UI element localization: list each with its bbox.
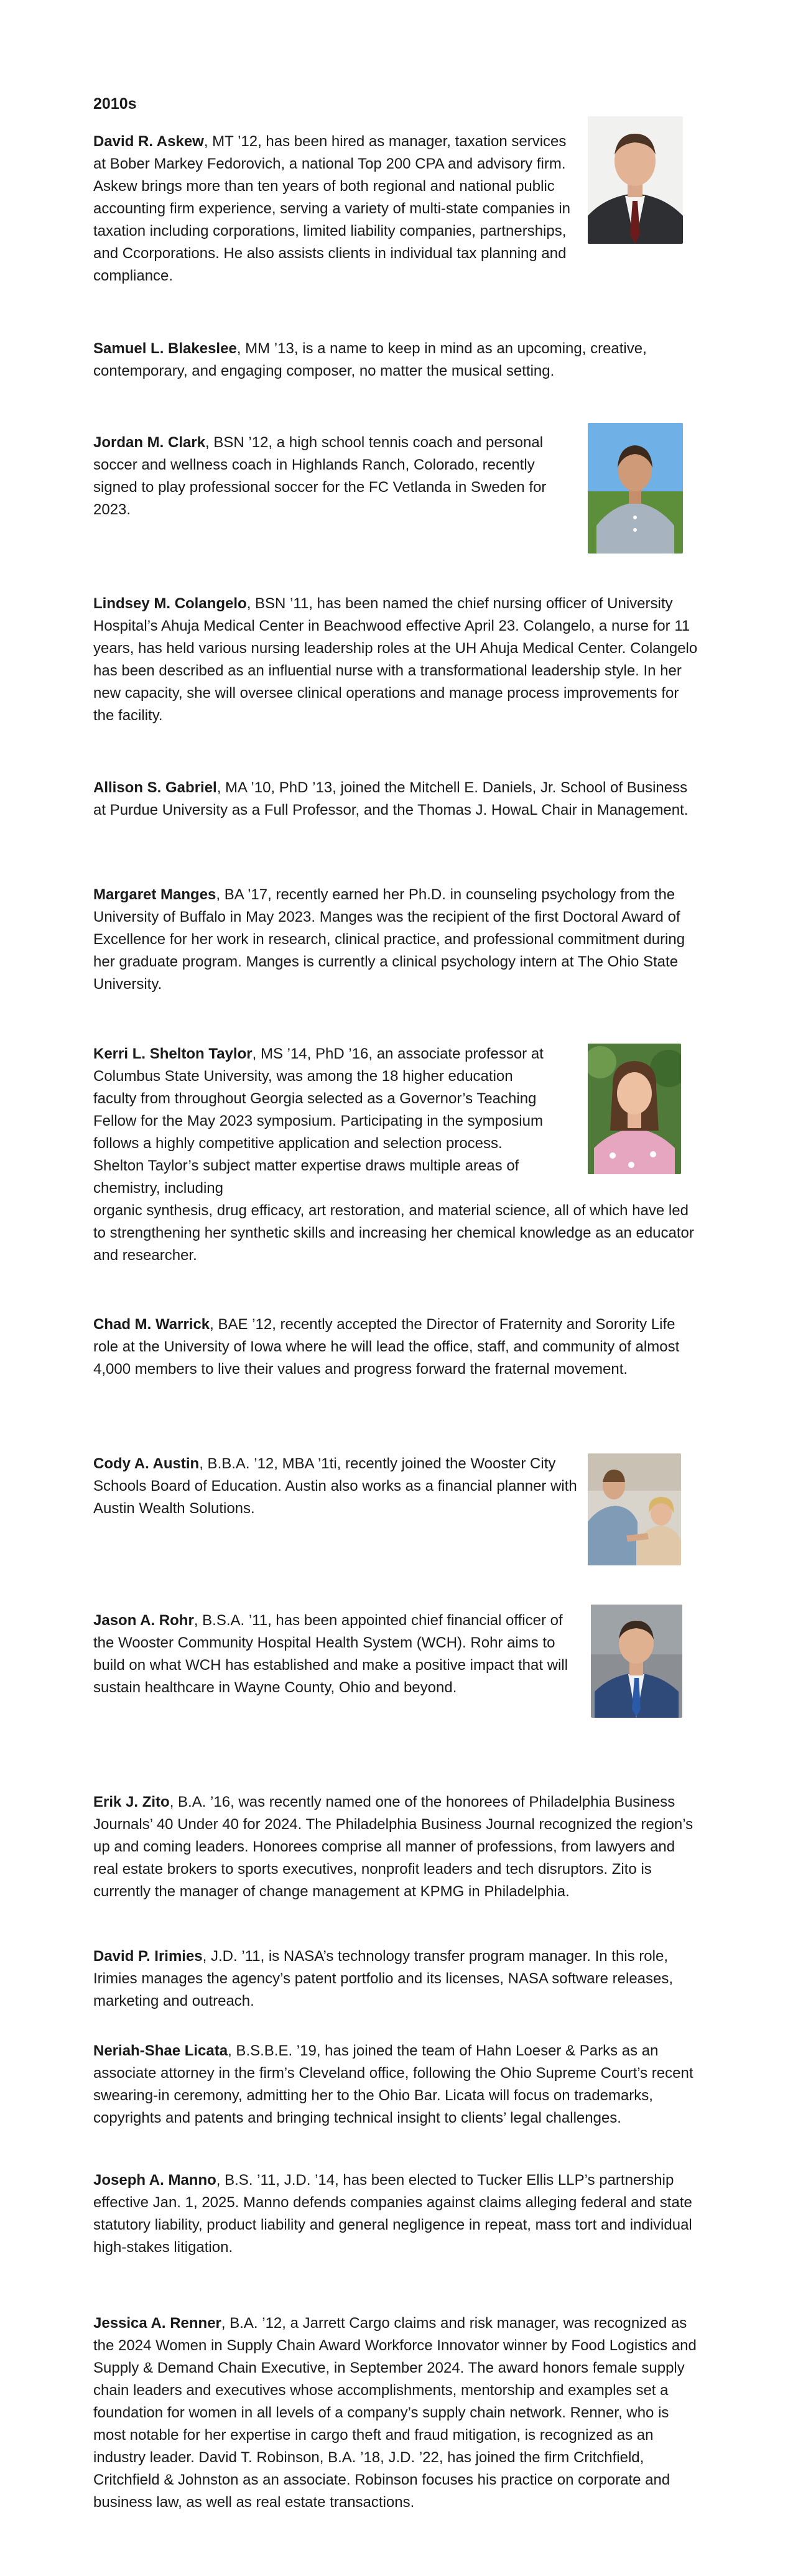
alumni-name: Erik J. Zito xyxy=(93,1794,170,1810)
alumni-text: , BAE ’12, recently accepted the Director of Fraternity and Sorority Life role at the University of Iowa where he will lead the office, staff, and community of almost 4,000 members to live their values and progress forward the fraternal movement. xyxy=(93,1316,680,1378)
alumni-entry-renner xyxy=(93,2312,700,2514)
alumni-name: Chad M. Warrick xyxy=(93,1316,210,1333)
alumni-name: Jessica A. Renner xyxy=(93,2315,221,2332)
alumni-name: Margaret Manges xyxy=(93,886,216,903)
alumni-text: , MA ’10, PhD ’13, joined the Mitchell E. Daniels, Jr. School of Business at Purdue University as a Full Professor, and the Thomas J. HowaL Chair in Management. xyxy=(93,779,689,818)
alumni-text: , BA ’17, recently earned her Ph.D. in counseling psychology from the University of Buffalo in May 2023. Manges was the recipient of the first Doctoral Award of Excellence for her work in research, clinical practice, and professional commitment during her graduate program. Manges is currently a clinical psychology intern at The Ohio State University. xyxy=(93,886,685,993)
alumni-name: Cody A. Austin xyxy=(93,1455,200,1472)
alumni-text: , B.B.A. ’12, MBA ’1ti, recently joined the Wooster City Schools Board of Education. Austin also works as a financial planner with Austin Wealth Solutions. xyxy=(93,1455,577,1517)
alumni-text: organic synthesis, drug efficacy, art restoration, and material science, all of which have led to strengthening her synthetic skills and increasing her chemical knowledge as an educator and researcher. xyxy=(93,1202,694,1264)
alumni-text: , B.S.B.E. ’19, has joined the team of Hahn Loeser & Parks as an associate attorney in the firm’s Cleveland office, following the Ohio Supreme Court’s recent swearing-in ceremony, admitting her to the Ohio Bar. Licata will focus on trademarks, copyrights and patents and bringing technical insight to clients’ legal challenges. xyxy=(93,2042,693,2126)
section-heading-2010s: 2010s xyxy=(93,95,137,113)
alumni-name: Jason A. Rohr xyxy=(93,1612,194,1629)
alumni-text: , MS ’14, PhD ’16, an associate professor at Columbus State University, was among the 18 higher education faculty from throughout Georgia selected as a Governor’s Teaching Fellow for the May 2023 symposium. Participating in the symposium follows a highly competitive application and selection process. Shelton Taylor’s subject matter expertise draws multiple areas of chemistry, including xyxy=(93,1045,544,1197)
alumni-entry-clark xyxy=(93,432,554,521)
alumni-entry-irimies xyxy=(93,1945,700,2013)
alumni-entry-shelton-taylor-continued xyxy=(93,1200,700,1267)
alumni-name: Samuel L. Blakeslee xyxy=(93,340,237,357)
alumni-text: , BSN ’11, has been named the chief nursing officer of University Hospital’s Ahuja Medical Center in Beachwood effective April 23. Colangelo, a nurse for 11 years, has held various nursing leadership roles at the UH Ahuja Medical Center. Colangelo has been described as an influential nurse with a transformational leadership style. In her new capacity, she will oversee clinical operations and manage process improvements for the facility. xyxy=(93,595,698,724)
alumni-entry-askew xyxy=(93,131,578,287)
alumni-name: David P. Irimies xyxy=(93,1948,203,1965)
alumni-entry-manno xyxy=(93,2169,700,2259)
alumni-entry-shelton-taylor xyxy=(93,1043,554,1200)
alumni-text: , BSN ’12, a high school tennis coach and personal soccer and wellness coach in Highlands Ranch, Colorado, recently signed to play professional soccer for the FC Vetlanda in Sweden for 2023. xyxy=(93,434,547,518)
alumni-name: Joseph A. Manno xyxy=(93,2172,216,2189)
photo-austin xyxy=(588,1453,681,1565)
alumni-text: , B.A. ’16, was recently named one of the honorees of Philadelphia Business Journals’ 40 Under 40 for 2024. The Philadelphia Business Journal recognized the region’s up and coming leaders. Honorees comprise all manner of professions, from lawyers and real estate brokers to sports executives, nonprofit leaders and tech disruptors. Zito is currently the manager of change management at KPMG in Philadelphia. xyxy=(93,1794,693,1900)
photo-clark xyxy=(588,423,683,554)
photo-shelton-taylor xyxy=(588,1044,681,1174)
alumni-name: David R. Askew xyxy=(93,133,204,150)
alumni-entry-austin xyxy=(93,1453,578,1520)
alumni-text: , MM ’13, is a name to keep in mind as an upcoming, creative, contemporary, and engaging composer, no matter the musical setting. xyxy=(93,340,647,379)
alumni-name: Lindsey M. Colangelo xyxy=(93,595,247,612)
alumni-entry-gabriel xyxy=(93,777,700,822)
alumni-entry-manges xyxy=(93,884,700,996)
alumni-text: , B.S.A. ’11, has been appointed chief financial officer of the Wooster Community Hospital Health System (WCH). Rohr aims to build on what WCH has established and make a positive impact that will sustain healthcare in Wayne County, Ohio and beyond. xyxy=(93,1612,568,1696)
alumni-name: Jordan M. Clark xyxy=(93,434,206,451)
alumni-entry-colangelo xyxy=(93,593,700,727)
alumni-text: , MT ’12, has been hired as manager, taxation services at Bober Markey Fedorovich, a national Top 200 CPA and advisory firm. Askew brings more than ten years of both regional and national public accounting firm experience, serving a variety of multi-state companies in taxation including corporations, limited liability companies, partnerships, and Ccorporations. He also assists clients in individual tax planning and compliance. xyxy=(93,133,571,284)
alumni-entry-licata xyxy=(93,2040,700,2129)
alumni-name: Allison S. Gabriel xyxy=(93,779,217,796)
alumni-name: Kerri L. Shelton Taylor xyxy=(93,1045,253,1062)
alumni-entry-warrick xyxy=(93,1313,700,1381)
photo-askew xyxy=(588,116,683,244)
alumni-text: , B.S. ’11, J.D. ’14, has been elected to Tucker Ellis LLP’s partnership effective Jan. 1, 2025. Manno defends companies against claims alleging federal and state statutory liability, product liability and general negligence in repeat, mass tort and individual high-stakes litigation. xyxy=(93,2172,692,2256)
photo-rohr xyxy=(591,1605,682,1718)
alumni-name: Neriah-Shae Licata xyxy=(93,2042,228,2059)
alumni-text: , J.D. ’11, is NASA’s technology transfer program manager. In this role, Irimies manages the agency’s patent portfolio and its licenses, NASA software releases, marketing and outreach. xyxy=(93,1948,674,2009)
alumni-entry-blakeslee xyxy=(93,338,709,382)
alumni-entry-zito xyxy=(93,1791,700,1903)
alumni-text: , B.A. ’12, a Jarrett Cargo claims and risk manager, was recognized as the 2024 Women in Supply Chain Award Workforce Innovator winner by Food Logistics and Supply & Demand Chain Executive, in September 2024. The award honors female supply chain leaders and executives whose accomplishments, mentorship and examples set a foundation for women in all levels of a company’s supply chain network. Renner, who is most notable for her expertise in cargo theft and fraud mitigation, is recognized as an industry leader. David T. Robinson, B.A. ’18, J.D. ’22, has joined the firm Critchfield, Critchfield & Johnston as an associate. Robinson focuses his practice on corporate and business law, as well as real estate transactions. xyxy=(93,2315,697,2511)
alumni-entry-rohr xyxy=(93,1610,578,1699)
